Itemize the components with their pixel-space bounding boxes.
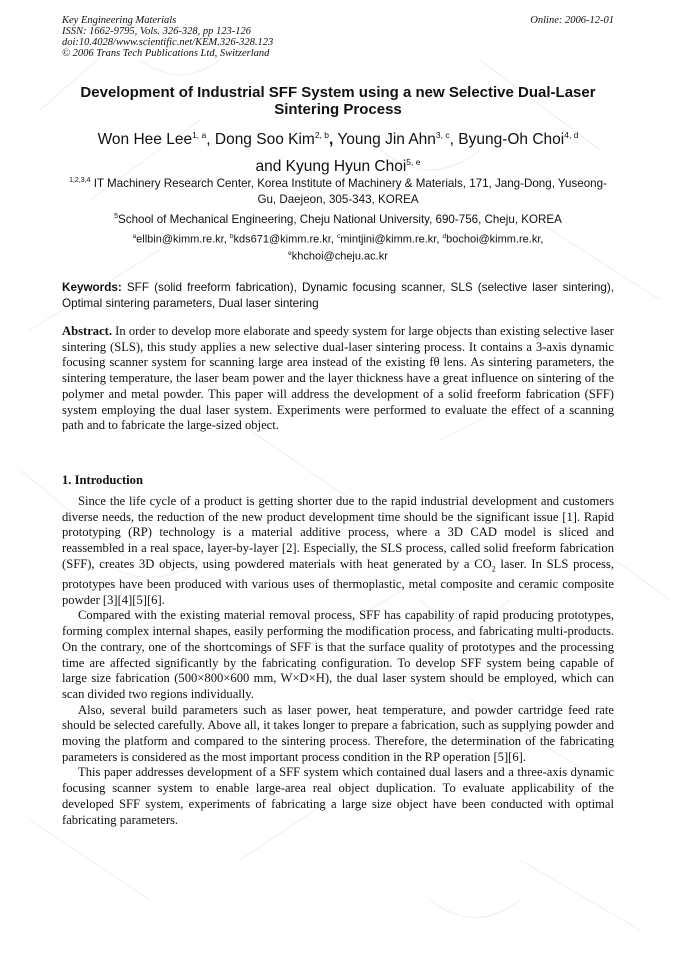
email-link[interactable]: ellbin@kimm.re.kr, — [136, 233, 227, 246]
paragraph: Also, several build parameters such as laser power, heat temperature, and powder cartridge feed rate should be selected carefully. Above all, it takes longer to prepare a fabrication, such as supplying powder and moving the platform and compared to the sintering process. Therefore, the determination of the fabricating parameters is considered as the most important process condition in the RP operation [5][6]. — [62, 702, 614, 764]
section-heading: 1. Introduction — [62, 473, 143, 487]
keywords-block — [62, 280, 614, 312]
author-sup: 5, e — [406, 157, 421, 168]
author-name: Byung-Oh Choi — [458, 131, 565, 149]
email-sup: c — [336, 233, 341, 240]
author-conjunction: and — [255, 158, 286, 176]
paragraph: This paper addresses development of a SFF system which contained dual lasers and a three-axis dynamic focusing scanner system to enable large-area real object duplication. To evaluate applicability of the developed SFF system, experiments of fabricating a large size object have been conducted with optimal fabricating parameters. — [62, 765, 614, 827]
author-sup: 2, b — [314, 130, 330, 140]
author-name: Dong Soo Kim — [214, 131, 315, 149]
abstract-label: Abstract. — [62, 324, 113, 338]
email-sup: a — [132, 233, 137, 240]
email-sup: e — [288, 250, 292, 258]
abstract-block — [62, 324, 614, 434]
paragraph: Compared with the existing material removal process, SFF has capability of rapid producing prototypes, forming complex internal shapes, easily performing the modification process, and fabricating multi-products. On the contrary, one of the shortcomings of SFF is that the surface quality of prototypes and the processing time are affected significantly by the fabricating configuration. To develop SFF system being capable of large size fabrication (500×800×600 mm, W×D×H), the dual laser system should be employed, which can scan divided two regions individually. — [62, 608, 614, 701]
paragraph-text: laser. In SLS process, prototypes have been produced with various uses of thermoplastic, metal composite and ceramic composite powder [3][4][5][6]. — [62, 556, 614, 607]
author-name: Won Hee Lee — [97, 131, 193, 149]
copyright-line: © 2006 Trans Tech Publications Ltd, Switzerland — [62, 48, 270, 59]
author-name: Young Jin Ahn — [337, 131, 436, 149]
email-sup: b — [229, 233, 234, 240]
affiliation-2 — [62, 209, 614, 228]
affiliation-text: School of Mechanical Engineering, Cheju National University, 690-756, Cheju, KOREA — [118, 212, 562, 226]
abstract-text: In order to develop more elaborate and speedy system for large objects than existing selective laser sintering (SLS), this study applies a new selective dual-laser sintering process. It contains a 3-axis dynamic focusing scanner system for scanning large area instead of the existing fθ lens. As sintering parameters, the sintering temperature, the laser beam power and the layer thickness have a great influence on sintering of the polymer and metal powder. This paper will address the development of a solid freeform fabrication (SFF) system employing the dual laser system. Experiments were performed to evaluate the effect of a scanning path and to fabricate the large-sized object. — [62, 324, 614, 433]
paragraph-text: Since the life cycle of a product is getting shorter due to the rapid industrial development and customers diverse needs, the reduction of the new product development time should be the significant issue [1]. Rapid prototyping (RP) technology is a material additive process, where a 3D CAD model is sliced and reassembled in a real space, layer-by-layer [2]. Especially, the SLS process, called solid freeform fabrication (SFF), creates 3D objects, using powdered materials with heat generated by a CO — [62, 494, 614, 571]
keywords-label: Keywords: — [62, 281, 122, 294]
journal-header — [62, 15, 614, 59]
issn-line: ISSN: 1662-9795, Vols. 326-328, pp 123-126 — [62, 26, 251, 37]
author-sup: 1, a — [192, 130, 207, 140]
email-list — [62, 230, 614, 264]
affiliation-1 — [62, 173, 614, 208]
email-link[interactable]: khchoi@cheju.ac.kr — [291, 250, 388, 263]
subscript: 2 — [491, 564, 496, 574]
online-date: Online: 2006-12-01 — [530, 15, 614, 26]
affiliation-sup: 5 — [114, 213, 119, 220]
email-link[interactable]: kds671@kimm.re.kr, — [233, 233, 334, 246]
affiliation-text: IT Machinery Research Center, Korea Institute of Machinery & Materials, 171, Jang-Dong, Yuseong-Gu, Daejeon, 305-343, KOREA — [93, 176, 607, 206]
keywords-text: SFF (solid freeform fabrication), Dynamic focusing scanner, SLS (selective laser sintering), Optimal sintering parameters, Dual laser sintering — [62, 281, 614, 310]
email-link[interactable]: bochoi@kimm.re.kr, — [446, 233, 544, 246]
email-sup: d — [442, 233, 447, 240]
journal-name: Key Engineering Materials — [62, 15, 177, 26]
author-sup: 3, c — [435, 130, 450, 140]
affiliation-sup: 1,2,3,4 — [69, 177, 91, 184]
author-sup: 4, d — [564, 130, 579, 140]
paper-title: Development of Industrial SFF System using a new Selective Dual-Laser Sintering Process — [80, 84, 596, 118]
doi-line: doi:10.4028/www.scientific.net/KEM.326-328.123 — [62, 37, 274, 48]
author-name: Kyung Hyun Choi — [285, 158, 407, 176]
email-link[interactable]: mintjini@kimm.re.kr, — [340, 233, 440, 246]
author-list: Won Hee Lee$^{1, a}$, Dong Soo Kim$^{2, b}$, Young Jin Ahn$^{3, c}$, Byung-Oh Choi$^{4, d}$ and Kyung Hyun Choi$^{5, e}$ — [97, 130, 579, 176]
introduction-body — [62, 494, 614, 828]
paragraph — [62, 494, 614, 608]
